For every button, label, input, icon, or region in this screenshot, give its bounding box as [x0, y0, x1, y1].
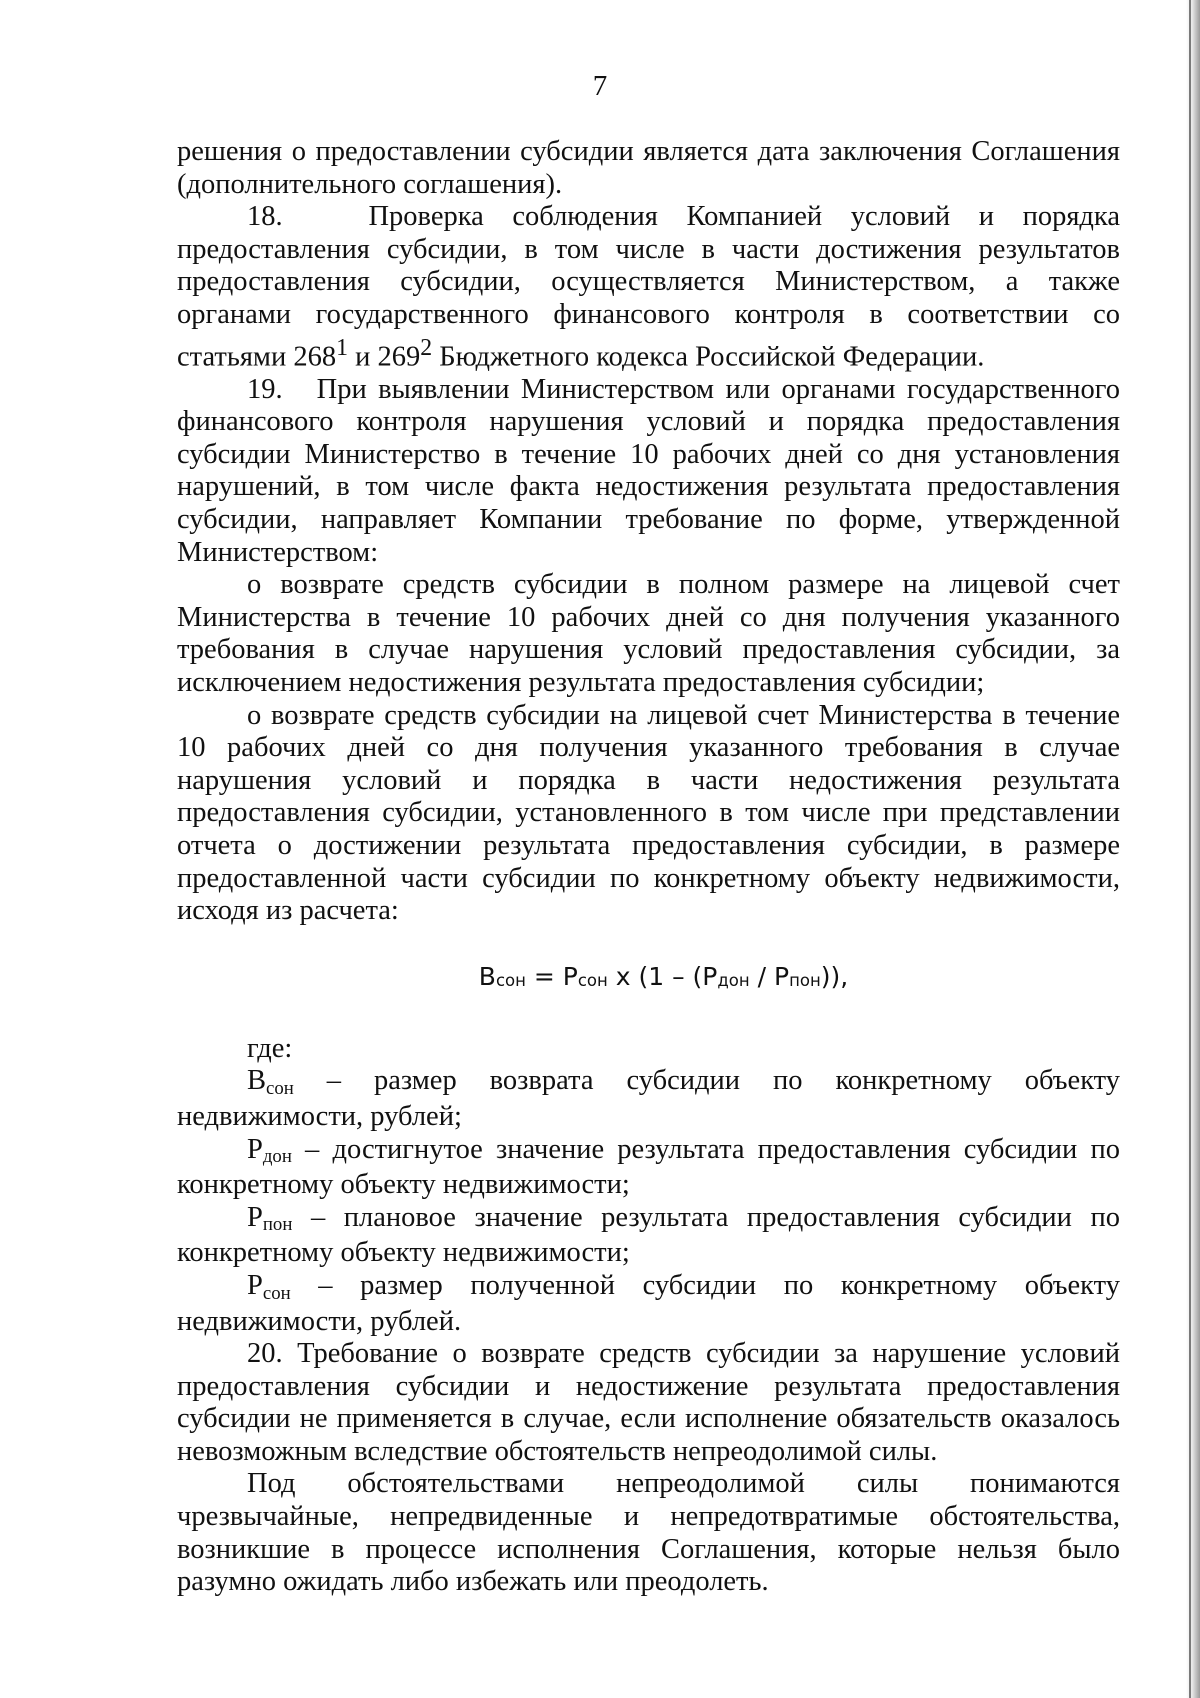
definition-p-don [177, 1134, 1120, 1202]
superscript-2: 2 [420, 334, 433, 361]
definition-pson-subscript: сон [262, 1282, 291, 1304]
formula-p1: Р [562, 961, 578, 991]
formula-mid: x (1 – ( [607, 961, 703, 991]
formula-p3: Р [774, 961, 790, 991]
formula-slash: / [749, 961, 774, 991]
superscript-1: 1 [336, 334, 348, 361]
paragraph-19-item-a: о возврате средств субсидии в полном размере на лицевой счет Министерства в течение 10 рабочих дней со дня получения указанного требования в случае нарушения условий предоставления субсидии, за исключением недостижения результата предоставления субсидии; [177, 569, 1120, 698]
return-formula [177, 960, 1120, 997]
formula-p2: Р [702, 961, 718, 991]
definition-b-son [177, 1065, 1120, 1133]
definition-pson-symbol: Р [247, 1269, 263, 1301]
formula-p3-sub: пон [789, 971, 821, 991]
definition-ppon-text: – плановое значение результата предоставления субсидии по конкретному объекту недвижимости; [177, 1201, 1120, 1269]
definition-b-text: – размер возврата субсидии по конкретному объекту недвижимости, рублей; [177, 1065, 1120, 1132]
paragraph-18-text: 18. Проверка соблюдения Компанией условий и порядка предоставления субсидии, в том числе в части достижения результатов предоставления субсидии, осуществляется Министерством, а также органами государственного финансового контроля в соответствии со статьями 268 [177, 201, 1120, 373]
definition-pdon-text: – достигнутое значение результата предоставления субсидии по конкретному объекту недвижимости; [177, 1133, 1120, 1201]
paragraph-intro: решения о предоставлении субсидии является дата заключения Соглашения (дополнительного соглашения). [177, 136, 1120, 200]
paragraph-19-item-b: о возврате средств субсидии на лицевой счет Министерства в течение 10 рабочих дней со дня получения указанного требования в случае нарушения условий и порядка в части недостижения результата предоставления субсидии, установленного в том числе при представлении отчета о достижении результата предоставления субсидии, в размере предоставленной части субсидии по конкретному объекту недвижимости, исходя из расчета: [177, 699, 1120, 927]
formula-b: В [478, 961, 496, 991]
formula-eq: = [525, 961, 563, 991]
definition-pdon-symbol: Р [247, 1133, 263, 1165]
formula-p1-sub: сон [577, 971, 608, 991]
scan-edge-line [1189, 0, 1191, 1698]
definition-ppon-subscript: пон [262, 1214, 293, 1236]
paragraph-18-end: Бюджетного кодекса Российской Федерации. [432, 341, 985, 373]
definition-p-pon [177, 1202, 1120, 1270]
formula-b-sub: сон [495, 971, 526, 991]
page-number: 7 [592, 70, 608, 102]
definition-b-subscript: сон [266, 1078, 294, 1100]
definition-ppon-symbol: Р [247, 1201, 263, 1233]
definition-pson-text: – размер полученной субсидии по конкретному объекту недвижимости, рублей. [177, 1269, 1120, 1337]
where-label: где: [247, 1032, 293, 1064]
definition-p-son [177, 1270, 1120, 1338]
paragraph-force-majeure: Под обстоятельствами непреодолимой силы понимаются чрезвычайные, непредвиденные и непредотвратимые обстоятельства, возникшие в процессе исполнения Соглашения, которые нельзя было разумно ожидать либо избежать или преодолеть. [177, 1468, 1120, 1598]
definition-b-symbol: В [247, 1065, 267, 1097]
paragraph-18 [177, 201, 1120, 373]
paragraph-20: 20. Требование о возврате средств субсидии за нарушение условий предоставления субсидии и недостижение результата предоставления субсидии не применяется в случае, если исполнение обязательств оказалось невозможным вследствие обстоятельств непреодолимой силы. [177, 1338, 1120, 1467]
definition-pdon-subscript: дон [262, 1146, 292, 1168]
paragraph-18-mid: и 269 [347, 341, 421, 373]
formula-p2-sub: дон [717, 971, 750, 991]
document-body [177, 136, 1120, 1599]
paragraph-19: 19. При выявлении Министерством или органами государственного финансового контроля нарушения условий и порядка предоставления субсидии Министерство в течение 10 рабочих дней со дня установления нарушений, в том числе факта недостижения результата предоставления субсидии, направляет Компании требование по форме, утвержденной Министерством: [177, 373, 1120, 568]
formula-end: )), [820, 961, 849, 991]
